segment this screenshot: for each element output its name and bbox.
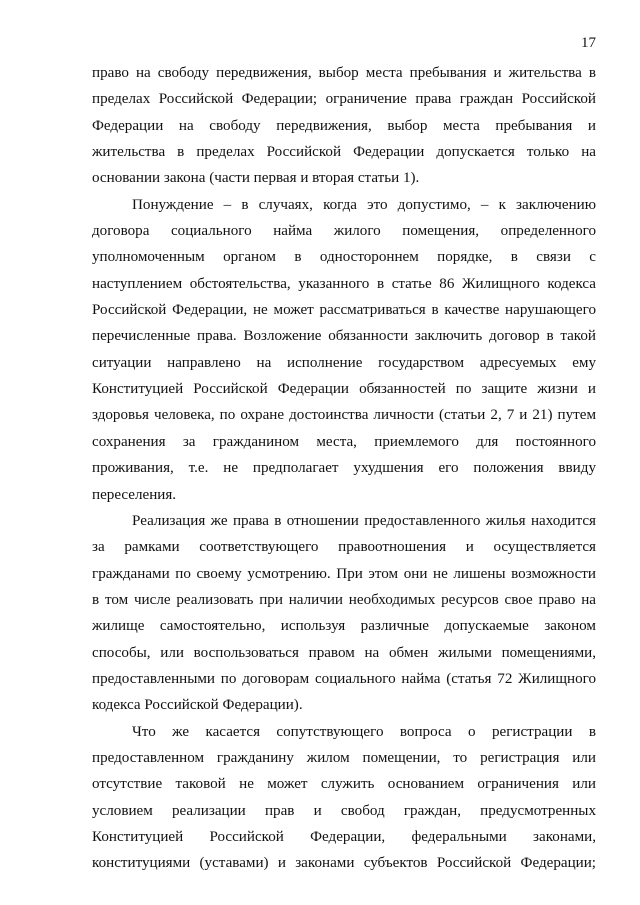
text-line: способы, или воспользоваться правом на обмен жилыми помещениями, — [92, 644, 596, 661]
text-line: наступлением обстоятельства, указанного в статье 86 Жилищного кодекса — [92, 275, 596, 292]
text-line: пределах Российской Федерации; ограничение права граждан Российской — [92, 91, 596, 108]
text-line: ситуации направлено на исполнение государством адресуемых ему — [92, 354, 596, 371]
text-line: Конституцией Российской Федерации обязанностей по защите жизни и — [92, 381, 596, 398]
text-line: предоставленном гражданину жилом помещении, то регистрация или — [92, 749, 596, 766]
page-number: 17 — [581, 35, 596, 51]
text-line: гражданами по своему усмотрению. При этом они не лишены возможности — [92, 565, 596, 582]
text-line: переселения. — [92, 486, 177, 503]
text-line: конституциями (уставами) и законами субъектов Российской Федерации; — [92, 855, 596, 872]
text-line: Реализация же права в отношении предоставленного жилья находится — [132, 512, 596, 529]
text-line: уполномоченным органом в одностороннем порядке, в связи с — [92, 249, 596, 266]
text-line: здоровья человека, по охране достоинства личности (статьи 2, 7 и 21) путем — [92, 407, 596, 424]
text-line: сохранения за гражданином места, приемлемого для постоянного — [92, 433, 596, 450]
text-line: Понуждение – в случаях, когда это допустимо, – к заключению — [132, 196, 596, 213]
text-line: жилище самостоятельно, используя различные допускаемые законом — [92, 618, 596, 635]
text-line: перечисленные права. Возложение обязанности заключить договор в такой — [92, 328, 596, 345]
text-line: Что же касается сопутствующего вопроса о регистрации в — [132, 723, 596, 740]
body-text — [92, 60, 596, 877]
text-line: предоставленными по договорам социального найма (статья 72 Жилищного — [92, 670, 596, 687]
text-line: право на свободу передвижения, выбор места пребывания и жительства в — [92, 65, 596, 81]
text-line: основании закона (части первая и вторая статьи 1). — [92, 170, 420, 187]
text-line: условием реализации прав и свобод граждан, предусмотренных — [92, 802, 596, 819]
text-line: Конституцией Российской Федерации, федеральными законами, — [92, 828, 596, 845]
text-line: кодекса Российской Федерации). — [92, 697, 303, 714]
text-line: жительства в пределах Российской Федерации допускается только на — [92, 144, 596, 161]
text-line: Федерации на свободу передвижения, выбор места пребывания и — [92, 117, 596, 134]
text-line: договора социального найма жилого помещения, определенного — [92, 223, 596, 240]
text-line: в том числе реализовать при наличии необходимых ресурсов свое право на — [92, 591, 596, 608]
text-line: Российской Федерации, не может рассматриваться в качестве нарушающего — [92, 302, 596, 319]
text-line: отсутствие таковой не может служить основанием ограничения или — [92, 776, 596, 793]
text-line: за рамками соответствующего правоотношения и осуществляется — [92, 539, 596, 556]
text-line: проживания, т.е. не предполагает ухудшения его положения ввиду — [92, 460, 596, 477]
